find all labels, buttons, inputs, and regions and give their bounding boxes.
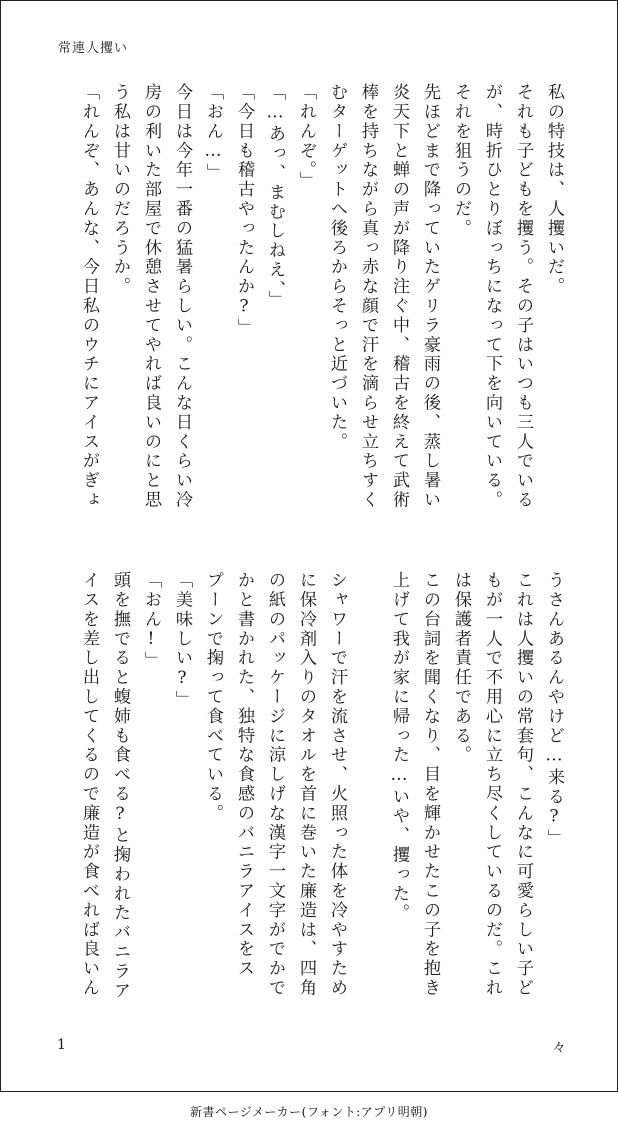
footer-credit: 新書ページメーカー(フォント:アプリ明朝) <box>190 1105 428 1119</box>
text-line: かと書かれた、独特な食感のバニラアイスをス <box>234 571 254 979</box>
text-line: 「今日も稽古やったんか?」 <box>234 83 254 338</box>
text-line: が、時折ひとりぼっちになって下を向いている。 <box>482 83 502 510</box>
text-line: これは人攫いの常套句、こんなに可愛らしい子ど <box>513 571 533 998</box>
lower-text-block <box>73 571 569 1016</box>
text-line: むターゲットへ後ろからそっと近づいた。 <box>327 83 347 452</box>
text-line: 頭を撫でると蝮姉も食べる?と掬われたバニラア <box>110 571 130 1001</box>
text-line: う私は甘いのだろうか。 <box>110 83 130 297</box>
text-line: 「れんぞ、あんな、今日私のウチにアイスがぎょ <box>79 83 99 510</box>
text-line <box>358 571 378 590</box>
text-line: それを狙うのだ。 <box>451 83 471 239</box>
text-line: 先ほどまで降っていたゲリラ豪雨の後、蒸し暑い <box>420 83 440 510</box>
text-line: 炎天下と蝉の声が降り注ぐ中、稽古を終えて武術 <box>389 83 409 510</box>
text-line: 棒を持ちながら真っ赤な顔で汗を滴らせ立ちすく <box>358 83 378 510</box>
text-line: イスを差し出してくるので廉造が食べれば良いん <box>79 571 99 998</box>
text-line: 房の利いた部屋で休憩させてやれば良いのにと思 <box>141 83 161 510</box>
page-number: 1 <box>57 1037 66 1053</box>
upper-text-block <box>73 83 569 528</box>
text-line: は保護者責任である。 <box>451 571 471 765</box>
text-line: 「…あっ、まむしねえ、」 <box>265 83 285 310</box>
text-line: に保冷剤入りのタオルを首に巻いた廉造は、四角 <box>296 571 316 998</box>
text-line: 私の特技は、人攫いだ。 <box>544 83 564 297</box>
text-line: それも子どもを攫う。その子はいつも三人でいる <box>513 83 533 510</box>
text-line: 「おん…」 <box>203 83 223 183</box>
text-line: 「れんぞ。」 <box>296 83 316 191</box>
text-line: 今日は今年一番の猛暑らしい。こんな日くらい冷 <box>172 83 192 510</box>
end-mark: 々 <box>552 1040 566 1056</box>
text-line: もが一人で不用心に立ち尽くしているのだ。これ <box>482 571 502 998</box>
text-line: の紙のパッケージに涼しげな漢字一文字がでかで <box>265 571 285 998</box>
text-line: 上げて我が家に帰った…いや、攫った。 <box>389 571 409 923</box>
text-line: プーンで掬って食べている。 <box>203 571 223 824</box>
text-line: うさんあるんやけど…来る?」 <box>544 571 564 849</box>
running-title: 常連人攫い <box>58 41 129 56</box>
text-line: 「おん!」 <box>141 571 161 671</box>
text-line: この台詞を聞くなり、目を輝かせたこの子を抱き <box>420 571 440 998</box>
text-line: 「美味しい?」 <box>172 571 192 710</box>
text-line: シャワーで汗を流させ、火照った体を冷やすため <box>327 571 347 998</box>
